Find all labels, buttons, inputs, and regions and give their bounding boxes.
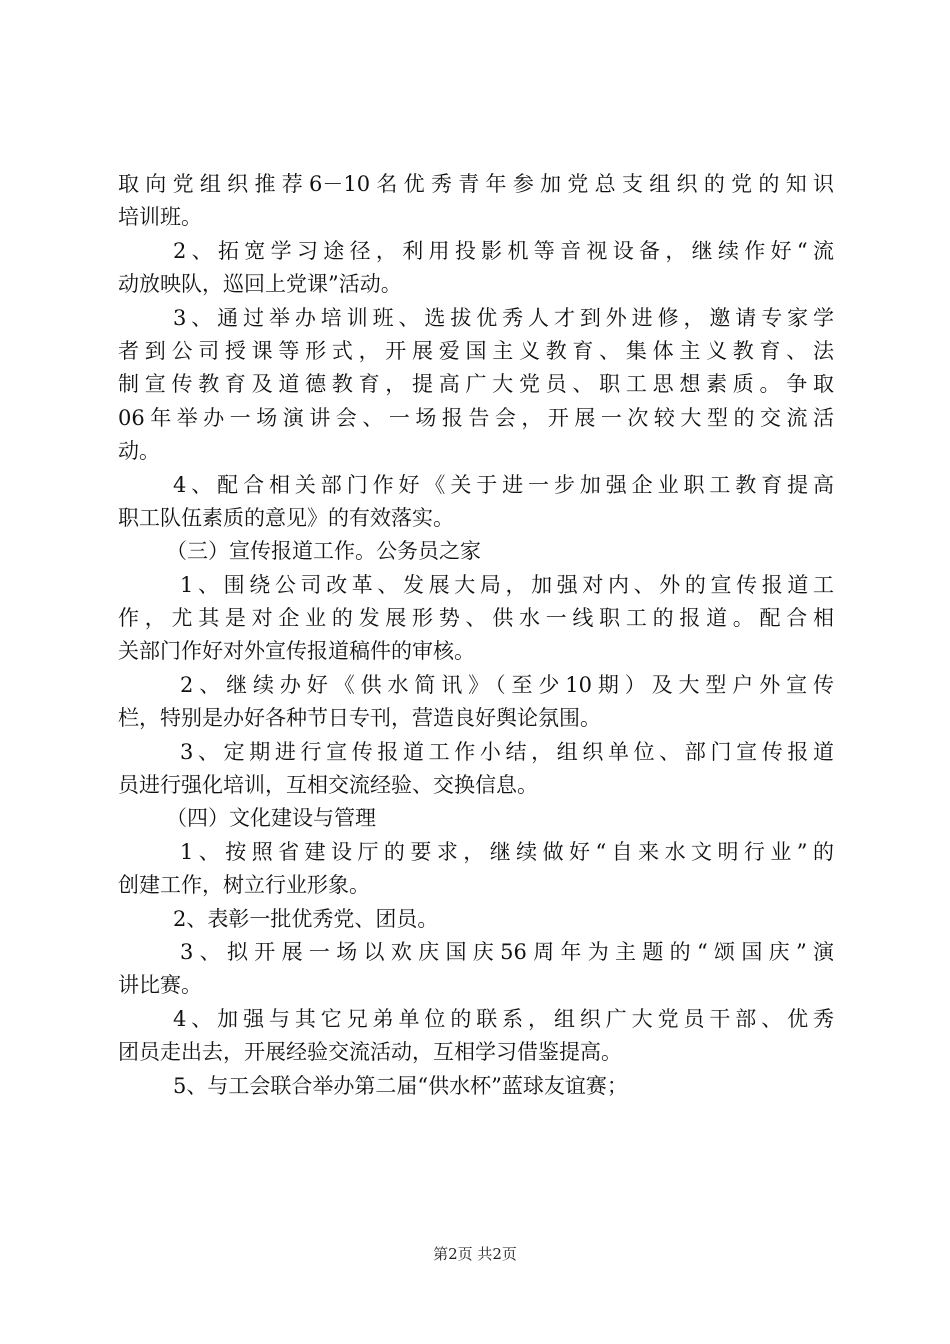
line-text: （三）宣传报道工作。公务员之家 [166,539,481,564]
text-line [118,736,834,769]
text-line [118,535,834,568]
page-footer: 第2页 共2页 [433,1245,517,1263]
text-line [118,869,834,902]
line-text: 2、拓宽学习途径，利用投影机等音视设备，继续作好“流 [173,238,834,263]
text-line [118,903,834,936]
document-body [118,168,834,1103]
text-line [118,969,834,1002]
line-text: 栏，特别是办好各种节日专刊，营造良好舆论氛围。 [118,706,601,731]
text-line [118,302,834,335]
line-text: 动。 [118,439,160,464]
text-line [118,268,834,301]
line-text: 者到公司授课等形式，开展爱国主义教育、集体主义教育、法 [118,338,834,363]
text-line [118,669,834,702]
line-text: （四）文化建设与管理 [166,806,376,831]
line-text: 2、继续办好《供水简讯》（至少10期）及大型户外宣传 [180,672,834,697]
text-line [118,368,834,401]
text-line [118,335,834,368]
line-text: 制宣传教育及道德教育，提高广大党员、职工思想素质。争取 [118,372,834,397]
text-line [118,1070,834,1103]
text-line [118,802,834,835]
text-line [118,1036,834,1069]
line-text: 动放映队，巡回上党课”活动。 [118,272,402,297]
text-line [118,1003,834,1036]
line-text: 3、拟开展一场以欢庆国庆56周年为主题的“颂国庆”演 [180,939,834,964]
line-text: 培训班。 [118,205,202,230]
line-text: 4、配合相关部门作好《关于进一步加强企业职工教育提高 [173,472,834,497]
line-text: 员进行强化培训，互相交流经验、交换信息。 [118,773,538,798]
text-line [118,836,834,869]
line-text: 职工队伍素质的意见》的有效落实。 [118,505,454,530]
line-text: 关部门作好对外宣传报道稿件的审核。 [118,639,475,664]
line-text: 1、围绕公司改革、发展大局，加强对内、外的宣传报道工 [180,572,834,597]
text-line [118,235,834,268]
text-line [118,469,834,502]
line-text: 06年举办一场演讲会、一场报告会，开展一次较大型的交流活 [118,405,834,430]
line-text: 作，尤其是对企业的发展形势、供水一线职工的报道。配合相 [118,606,834,631]
line-text: 取向党组织推荐6－10名优秀青年参加党总支组织的党的知识 [118,172,834,196]
line-text: 3、通过举办培训班、选拔优秀人才到外进修，邀请专家学 [173,305,834,330]
text-line [118,502,834,535]
text-line [118,602,834,635]
text-line [118,769,834,802]
line-text: 1、按照省建设厅的要求，继续做好“自来水文明行业”的 [180,839,834,864]
text-line [118,435,834,468]
text-line [118,702,834,735]
text-line [118,635,834,668]
line-text: 2、表彰一批优秀党、团员。 [173,906,439,931]
text-line [118,201,834,234]
text-line [118,569,834,602]
text-line [118,936,834,969]
line-text: 团员走出去，开展经验交流活动，互相学习借鉴提高。 [118,1040,622,1065]
text-line [118,168,834,201]
line-text: 创建工作，树立行业形象。 [118,873,370,898]
line-text: 5、与工会联合举办第二届“供水杯”蓝球友谊赛； [173,1073,628,1098]
line-text: 讲比赛。 [118,973,202,998]
line-text: 3、定期进行宣传报道工作小结，组织单位、部门宣传报道 [180,739,834,764]
line-text: 4、加强与其它兄弟单位的联系，组织广大党员干部、优秀 [173,1006,834,1031]
text-line [118,402,834,435]
